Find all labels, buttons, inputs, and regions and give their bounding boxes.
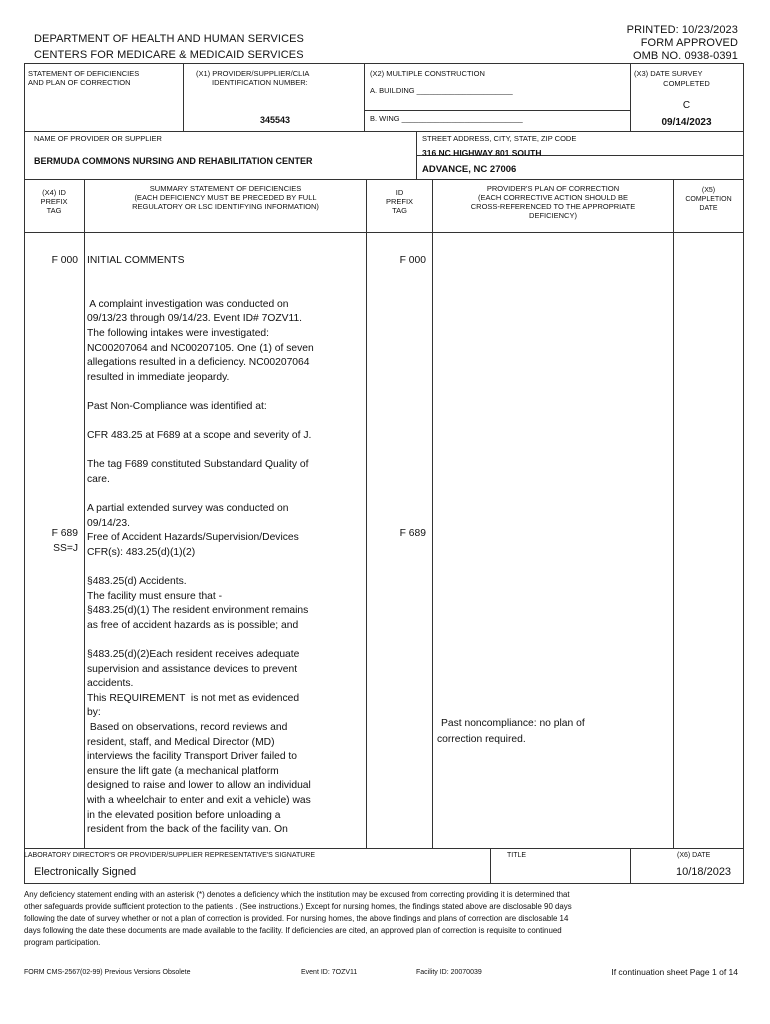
summary-line: The following intakes were investigated: (87, 327, 270, 339)
summary-line: resulted in immediate jeopardy. (87, 371, 230, 383)
rule-right (743, 63, 744, 883)
summary-line: INITIAL COMMENTS (87, 255, 185, 266)
rule-body-bottom (24, 848, 744, 849)
summary-line: Free of Accident Hazards/Supervision/Devices (87, 532, 299, 544)
rule-provider-top (24, 131, 744, 132)
disclaimer: Any deficiency statement ending with an asterisk (*) denotes a deficiency which the institution may be excused from correcting providing it is determined that other safeguards provide sufficient protection to the patients . (See instructions.) Except for nursing homes, the findings stated above are disclosable 90 days following the date of survey whether or not a plan of correction is provided. For nursing homes, the above findings and plans of correction are disclosable 14 days following the date these documents are made available to the facility. If deficiencies are cited, an approved plan of correction is requisite to continued program participation. (24, 890, 572, 947)
summary-line: Past Non-Compliance was identified at: (87, 400, 267, 412)
footer-event: Event ID: 7OZV11 (301, 969, 358, 976)
summary-line: interviews the facility Transport Driver failed to (87, 751, 298, 763)
footer-continuation: If continuation sheet Page 1 of 14 (611, 967, 738, 977)
summary-line: 09/13/23 through 09/14/23. Event ID# 7OZV11. (87, 313, 303, 325)
summary-line: Based on observations, record reviews and (87, 722, 288, 733)
summary-line: supervision and assistance devices to prevent (87, 663, 298, 675)
summary-line: NC00207064 and NC00207105. One (1) of seven (87, 342, 314, 354)
col-x5-header: (X5) COMPLETION DATE (685, 187, 732, 212)
tag-f689-right: F 689 (399, 528, 426, 539)
signature-label: LABORATORY DIRECTOR'S OR PROVIDER/SUPPLIER REPRESENTATIVE'S SIGNATURE (24, 852, 316, 859)
rule-top (24, 63, 744, 64)
x1-label-1: (X1) PROVIDER/SUPPLIER/CLIA (196, 69, 310, 78)
summary-line: This REQUIREMENT is not met as evidenced (87, 692, 300, 704)
printed-date: PRINTED: 10/23/2023 (626, 24, 738, 36)
summary-line (87, 415, 363, 430)
summary-line: The facility must ensure that - (87, 590, 223, 602)
tag-f000: F 000 (51, 255, 78, 266)
x2-building: A. BUILDING _______________________ (370, 86, 513, 95)
title-label: TITLE (507, 852, 527, 859)
rule-sig-1 (490, 848, 491, 883)
street-line-1: 316 NC HIGHWAY 801 SOUTH (422, 148, 542, 158)
summary-line: ensure the lift gate (a mechanical platform (87, 765, 279, 777)
summary-line (87, 385, 363, 400)
street-line-2: ADVANCE, NC 27006 (422, 164, 517, 175)
summary-line (87, 633, 363, 648)
signature-value: Electronically Signed (34, 866, 137, 878)
rule-sig-2 (630, 848, 631, 883)
rule-wing (364, 110, 630, 111)
tag-f689: F 689 (51, 528, 78, 539)
rule-v1 (183, 63, 184, 131)
summary-line: §483.25(d)(2)Each resident receives adequate (87, 649, 300, 661)
summary-line: §483.25(d) Accidents. (87, 576, 187, 588)
provider-name: BERMUDA COMMONS NURSING AND REHABILITATION CENTER (34, 156, 313, 166)
summary-line: by: (87, 707, 101, 719)
summary-line: A partial extended survey was conducted on (87, 503, 289, 515)
statement-label-1: STATEMENT OF DEFICIENCIES (28, 69, 140, 78)
summary-statement (87, 254, 363, 838)
summary-line: A complaint investigation was conducted on (87, 298, 289, 310)
summary-line (87, 283, 363, 298)
summary-line: allegations resulted in a deficiency. NC00207064 (87, 357, 310, 369)
rule-v2 (364, 63, 365, 131)
summary-line: The tag F689 constituted Substandard Quality of (87, 459, 309, 471)
summary-line: as free of accident hazards as is possible; and (87, 619, 299, 631)
plan-text-1: Past noncompliance: no plan of (441, 718, 585, 729)
summary-line: in the elevated position before unloading a (87, 809, 281, 821)
tag-ssj: SS=J (53, 543, 78, 554)
omb-number: OMB NO. 0938-0391 (632, 50, 738, 62)
x3-label-1: (X3) DATE SURVEY (634, 69, 703, 78)
centers-title: CENTERS FOR MEDICARE & MEDICAID SERVICES (34, 49, 304, 61)
rule-col-4 (673, 179, 674, 848)
x2-wing: B. WING _____________________________ (370, 114, 523, 123)
x3-code: C (682, 100, 691, 111)
x2-label: (X2) MULTIPLE CONSTRUCTION (370, 69, 485, 78)
col-id-header: ID PREFIX TAG (385, 188, 414, 215)
date-value: 10/18/2023 (676, 866, 732, 878)
footer-form: FORM CMS-2567(02-99) Previous Versions Obsolete (24, 969, 191, 976)
summary-line: CFR(s): 483.25(d)(1)(2) (87, 546, 196, 558)
street-label: STREET ADDRESS, CITY, STATE, ZIP CODE (422, 134, 577, 143)
col-x4-header: (X4) ID PREFIX TAG (40, 188, 68, 215)
summary-line: accidents. (87, 678, 134, 690)
summary-line: resident, staff, and Medical Director (MD) (87, 736, 275, 748)
summary-line: designed to raise and lower to allow an individual (87, 780, 311, 792)
x3-label-2: COMPLETED (663, 79, 710, 88)
department-title: DEPARTMENT OF HEALTH AND HUMAN SERVICES (34, 33, 304, 45)
summary-line (87, 269, 363, 284)
provider-label: NAME OF PROVIDER OR SUPPLIER (34, 134, 162, 143)
rule-col-2 (366, 179, 367, 848)
col-plan-header: PROVIDER'S PLAN OF CORRECTION (EACH CORRECTIVE ACTION SHOULD BE CROSS-REFERENCED TO THE APPROPRIATE DEFICIENCY) (470, 184, 636, 220)
statement-label-2: AND PLAN OF CORRECTION (28, 78, 131, 87)
x3-date: 09/14/2023 (661, 117, 712, 128)
tag-f000-right: F 000 (399, 255, 426, 266)
rule-col-3 (432, 179, 433, 848)
date-label: (X6) DATE (677, 852, 711, 859)
summary-line: CFR 483.25 at F689 at a scope and severity of J. (87, 430, 312, 442)
summary-line: resident from the back of the facility van. On (87, 824, 288, 836)
footer-facility: Facility ID: 20070039 (416, 969, 482, 976)
summary-line: care. (87, 473, 110, 485)
summary-line (87, 444, 363, 459)
form-approved: FORM APPROVED (640, 37, 738, 49)
rule-col-1 (84, 179, 85, 848)
summary-line: with a wheelchair to enter and exit a vehicle) was (87, 794, 311, 806)
rule-provider-bottom (24, 179, 744, 180)
summary-line (87, 560, 363, 575)
summary-line (87, 488, 363, 503)
col-summary-header: SUMMARY STATEMENT OF DEFICIENCIES (EACH DEFICIENCY MUST BE PRECEDED BY FULL REGULATORY OR LSC IDENTIFYING INFORMATION) (132, 184, 319, 211)
rule-left (24, 63, 25, 883)
plan-text-2: correction required. (437, 734, 526, 745)
summary-line: 09/14/23. (87, 517, 130, 529)
provider-id: 345543 (260, 115, 291, 125)
rule-col-header-bottom (24, 232, 744, 233)
rule-signature-bottom (24, 883, 744, 884)
x1-label-2: IDENTIFICATION NUMBER: (212, 78, 308, 87)
summary-line: §483.25(d)(1) The resident environment remains (87, 605, 309, 617)
